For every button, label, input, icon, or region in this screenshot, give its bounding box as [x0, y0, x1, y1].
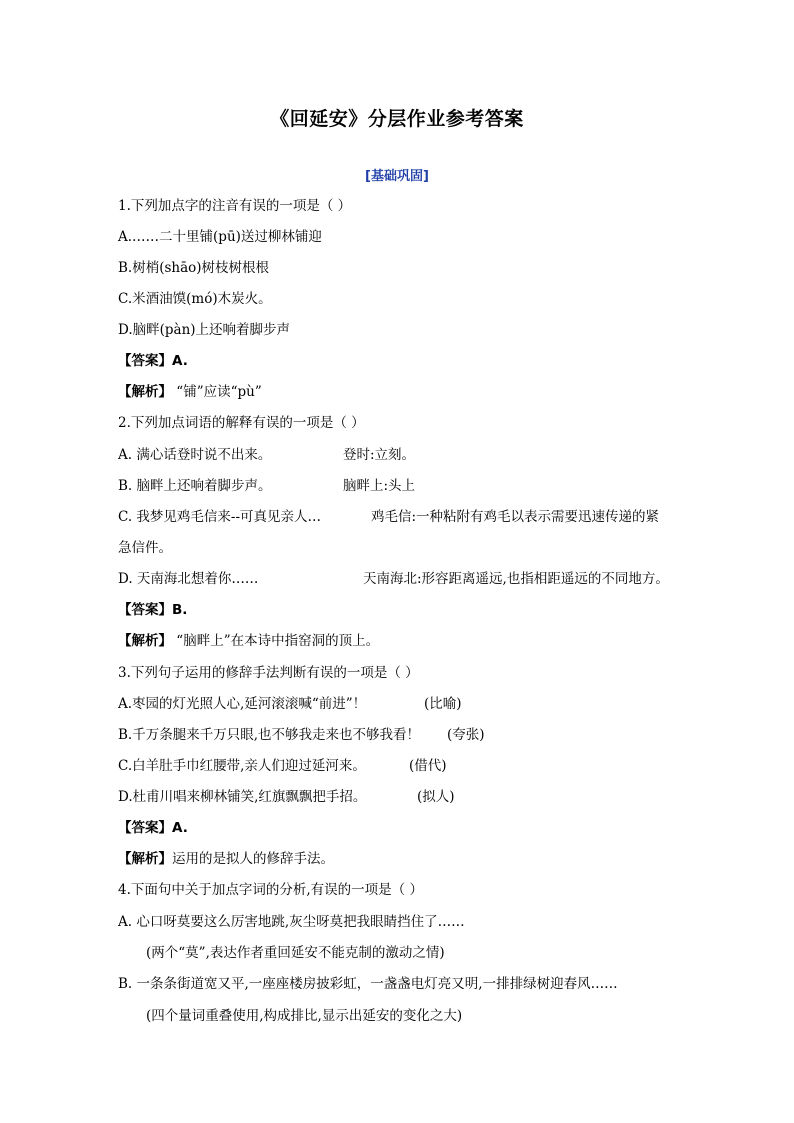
question-3-answer: [118, 819, 188, 837]
question-2-option-c: C. 我梦见鸡毛信来--可真见亲人…: [118, 509, 322, 525]
question-2-option-a-explanation: 登时:立刻。: [343, 447, 416, 463]
question-4-option-a-note: (两个“莫”,表达作者重回延安不能克制的激动之情): [146, 945, 445, 961]
answer-label: 【答案】: [118, 820, 172, 836]
answer-value: B.: [172, 602, 188, 618]
question-3-option-d: D.杜甫川唱来柳林铺笑,红旗飘飘把手招。: [118, 789, 367, 805]
answer-value: A.: [172, 353, 188, 369]
analysis-text: “铺”应读“pù”: [172, 384, 262, 400]
analysis-label: 【解析】: [118, 633, 172, 649]
question-2-option-b-explanation: 脑畔上:头上: [343, 478, 416, 494]
question-1-option-d: D.脑畔(pàn)上还响着脚步声: [118, 322, 291, 338]
question-3-stem: 3.下列句子运用的修辞手法判断有误的一项是（ ）: [118, 665, 419, 681]
answer-label: 【答案】: [118, 602, 172, 618]
question-1-option-a: A.……二十里铺(pū)送过柳林铺迎: [118, 229, 322, 245]
question-3-analysis: [118, 850, 334, 868]
analysis-text: “脑畔上”在本诗中指窑洞的顶上。: [172, 633, 380, 649]
question-3-option-c: C.白羊肚手巾红腰带,亲人们迎过延河来。: [118, 758, 366, 774]
question-2-answer: [118, 601, 187, 619]
question-2-option-c-explanation: 鸡毛信:一种粘附有鸡毛以表示需要迅速传递的紧: [371, 509, 660, 525]
question-1-option-b: B.树梢(shāo)树枝树根根: [118, 260, 270, 276]
question-1-stem: 1.下列加点字的注音有误的一项是（ ）: [118, 198, 352, 214]
analysis-text: 运用的是拟人的修辞手法。: [172, 851, 334, 867]
question-2-option-c-continued: 急信件。: [118, 540, 172, 556]
question-2-option-b: B. 脑畔上还响着脚步声。: [118, 478, 272, 494]
question-2-stem: 2.下列加点词语的解释有误的一项是（ ）: [118, 415, 365, 431]
question-4-option-b: B. 一条条街道宽又平,一座座楼房披彩虹，一盏盏电灯亮又明,一排排绿树迎春风……: [118, 976, 618, 992]
question-3-option-a-device: (比喻): [424, 696, 462, 712]
question-3-option-c-device: (借代): [409, 758, 447, 774]
document-title: 《回延安》分层作业参考答案: [270, 108, 524, 130]
question-2-option-a: A. 满心话登时说不出来。: [118, 447, 272, 463]
question-4-option-a: A. 心口呀莫要这么厉害地跳,灰尘呀莫把我眼睛挡住了……: [118, 914, 465, 930]
question-3-option-b-device: (夸张): [447, 727, 485, 743]
answer-value: A.: [172, 820, 188, 836]
question-1-analysis: [118, 383, 262, 401]
question-4-option-b-note: (四个量词重叠使用,构成排比,显示出延安的变化之大): [146, 1008, 463, 1024]
question-3-option-b: B.千万条腿来千万只眼,也不够我走来也不够我看！: [118, 727, 421, 743]
question-1-option-c: C.米酒油馍(mó)木炭火。: [118, 291, 272, 307]
question-2-option-d: D. 天南海北想着你……: [118, 571, 259, 587]
question-1-answer: [118, 352, 188, 370]
answer-label: 【答案】: [118, 353, 172, 369]
question-2-analysis: [118, 632, 379, 650]
analysis-label: 【解析】: [118, 384, 172, 400]
question-4-stem: 4.下面句中关于加点字词的分析,有误的一项是（ ）: [118, 882, 423, 898]
question-3-option-a: A.枣园的灯光照人心,延河滚滚喊“前进”！: [118, 696, 367, 712]
question-2-option-d-explanation: 天南海北:形容距离遥远,也指相距遥远的不同地方。: [363, 571, 669, 587]
analysis-label: 【解析】: [118, 851, 172, 867]
section-heading: [基础巩固]: [365, 169, 429, 184]
question-3-option-d-device: (拟人): [417, 789, 455, 805]
